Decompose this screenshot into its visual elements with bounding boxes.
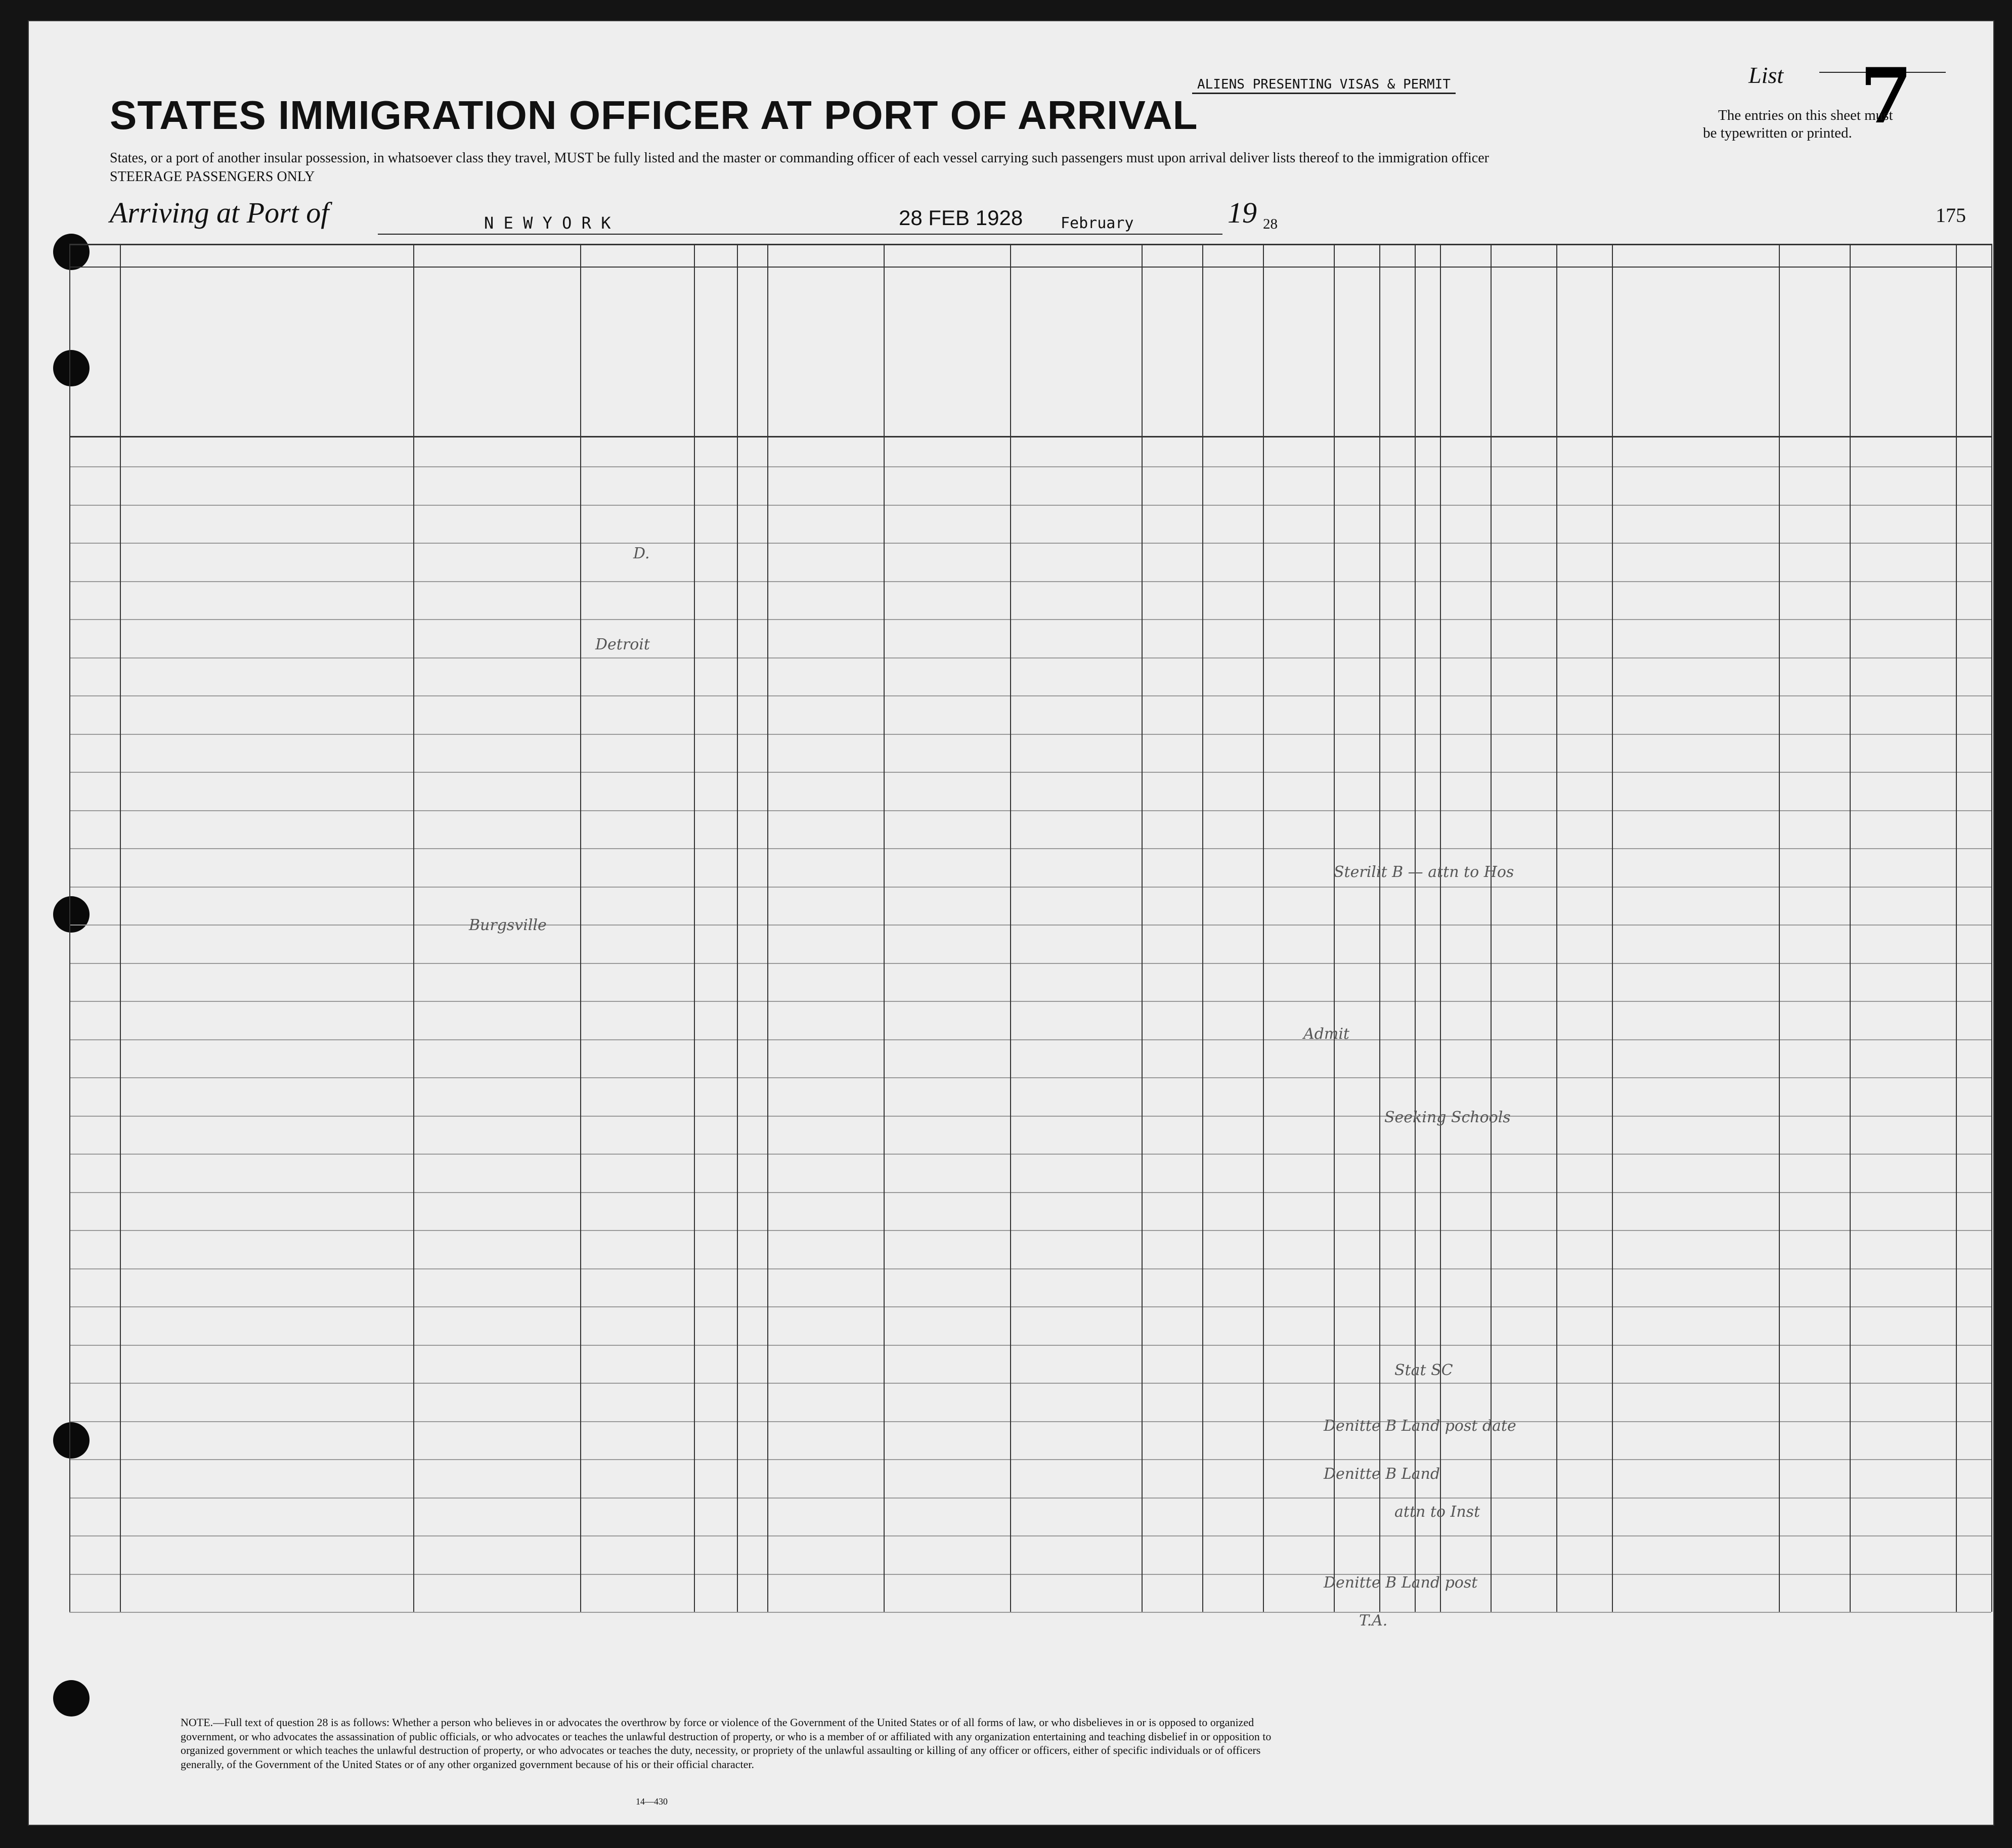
hand-mark: Admit [1303, 1025, 1349, 1043]
column-rule [1779, 244, 1780, 1612]
row-rule [69, 695, 1991, 696]
header-subtitle: States, or a port of another insular possession, in whatsoever class they travel, MUST be fully listed and the master or commanding officer of each vessel carrying such passengers must upon arrival deliver lists thereof to the immigration officer [110, 150, 1489, 166]
hand-mark: Denitte B Land post date [1324, 1417, 1516, 1435]
row-rule [69, 657, 1991, 658]
column-rule [1010, 244, 1011, 1612]
column-rule [1415, 244, 1416, 1612]
list-number: 7 [1860, 52, 1913, 141]
hand-mark: Denitte B Land [1324, 1465, 1440, 1483]
row-rule [69, 1116, 1991, 1117]
header-bottom-border [69, 436, 1991, 437]
row-rule [69, 466, 1991, 467]
year-prefix: 19 [1228, 196, 1257, 229]
row-rule [69, 1039, 1991, 1040]
punch-hole [53, 1422, 90, 1459]
arriving-label: Arriving at Port of [110, 196, 329, 229]
date-stamp: 28 FEB 1928 [899, 206, 1023, 230]
hand-mark: Sterilit B — attn to Hos [1334, 863, 1514, 881]
column-rule [767, 244, 768, 1612]
row-rule [69, 1498, 1991, 1499]
row-rule [69, 1154, 1991, 1155]
colnum-border [69, 267, 1991, 268]
column-rule [1491, 244, 1492, 1612]
row-rule [69, 581, 1991, 582]
row-rule [69, 887, 1991, 888]
row-rule [69, 772, 1991, 773]
row-rule [69, 925, 1991, 926]
row-rule [69, 543, 1991, 544]
manifest-sheet [28, 20, 1994, 1826]
column-rule [120, 244, 121, 1612]
row-rule [69, 1268, 1991, 1269]
column-rule [1202, 244, 1203, 1612]
column-rule [694, 244, 695, 1612]
form-number: 14—430 [636, 1796, 668, 1807]
column-rule [1556, 244, 1557, 1612]
hand-mark: Stat SC [1394, 1361, 1453, 1379]
table-top-border [69, 244, 1991, 245]
row-rule [69, 1192, 1991, 1193]
row-rule [69, 1306, 1991, 1307]
port-underline [378, 234, 894, 235]
hand-mark: Denitte B Land post [1324, 1574, 1478, 1592]
row-rule [69, 963, 1991, 964]
column-rule [1334, 244, 1335, 1612]
column-rule [884, 244, 885, 1612]
column-rule [1263, 244, 1264, 1612]
punch-hole [53, 896, 90, 933]
column-rule [1440, 244, 1441, 1612]
row-rule [69, 1612, 1991, 1613]
punch-hole [53, 1680, 90, 1717]
hand-mark: attn to Inst [1394, 1503, 1480, 1521]
hand-mark: T.A. [1359, 1612, 1388, 1630]
row-rule [69, 505, 1991, 506]
row-rule [69, 848, 1991, 849]
row-rule [69, 1230, 1991, 1231]
hand-mark: Burgsville [469, 916, 547, 934]
row-rule [69, 1383, 1991, 1384]
punch-hole [53, 350, 90, 386]
entries-note-1: The entries on this sheet must [1718, 107, 1893, 123]
steerage-label: STEERAGE PASSENGERS ONLY [110, 169, 315, 185]
column-rule [580, 244, 581, 1612]
hand-mark: Seeking Schools [1384, 1109, 1511, 1126]
column-rule [1991, 244, 1992, 1612]
row-rule [69, 1574, 1991, 1575]
page-number: 175 [1936, 204, 1966, 227]
row-rule [69, 1077, 1991, 1078]
punch-hole [53, 234, 90, 270]
column-rule [413, 244, 414, 1612]
port-name: N E W Y O R K [484, 213, 611, 233]
row-rule [69, 810, 1991, 811]
entries-note-2: be typewritten or printed. [1703, 125, 1852, 141]
column-rule [1850, 244, 1851, 1612]
column-rule [1142, 244, 1143, 1612]
footnote: NOTE.—Full text of question 28 is as follows: Whether a person who believes in or advocates the overthrow by force or violence of the Government of the United States or of all forms of law, or who disbelieves in or is opposed to organized government, or who advocates the assassination of public officials, or who advocates or teaches the unlawful destruction of property, or who is a member of or affiliated with any organization entertaining and teaching disbelief in or opposition to organized government or which teaches the unlawful destruction of property, or who advocates or teaches the duty, necessity, or propriety of the unlawful assaulting or killing of any officer or officers, either of specific individuals or of officers generally, of the Government of the United States or of any other organized government because of his or their official character. [181, 1716, 1272, 1771]
visa-stamp: ALIENS PRESENTING VISAS & PERMIT [1192, 76, 1456, 94]
hand-mark: Detroit [595, 636, 650, 653]
row-rule [69, 619, 1991, 620]
row-rule [69, 734, 1991, 735]
column-rule [1612, 244, 1613, 1612]
column-rule [1379, 244, 1380, 1612]
row-rule [69, 1345, 1991, 1346]
hand-mark: D. [633, 545, 650, 562]
year-suffix: 28 [1263, 216, 1278, 232]
page-title: STATES IMMIGRATION OFFICER AT PORT OF ARRIVAL [110, 93, 1198, 138]
list-label: List [1748, 62, 1784, 88]
column-rule [69, 244, 70, 1612]
row-rule [69, 1001, 1991, 1002]
column-rule [1956, 244, 1957, 1612]
date-underline [889, 234, 1222, 235]
row-rule [69, 1459, 1991, 1460]
row-rule [69, 1421, 1991, 1422]
column-rule [737, 244, 738, 1612]
month: February [1061, 214, 1134, 232]
row-rule [69, 1535, 1991, 1536]
